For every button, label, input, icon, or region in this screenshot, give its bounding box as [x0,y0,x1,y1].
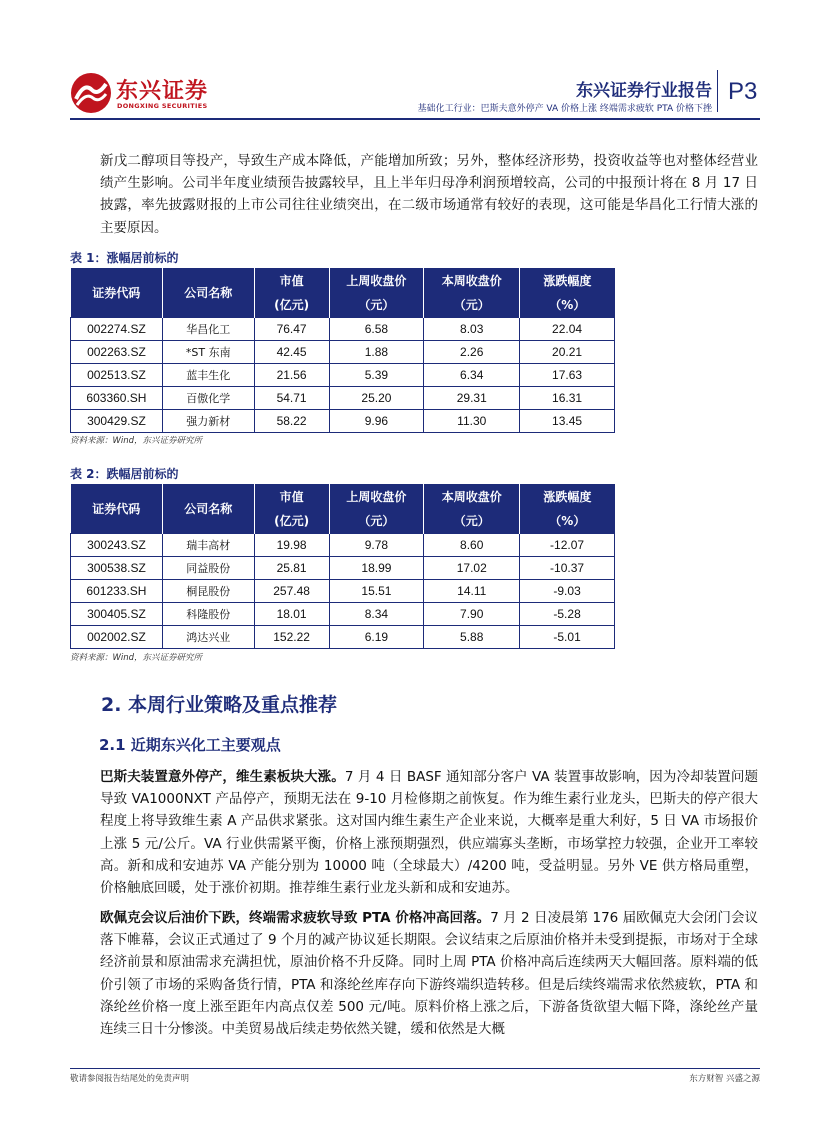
cell-last: 8.34 [329,602,424,625]
footer-disclaimer: 敬请参阅报告结尾处的免责声明 [70,1074,190,1084]
cell-chg: 13.45 [520,409,615,432]
cell-this: 5.88 [424,625,520,648]
col-header-this: 本周收盘价 [424,268,520,293]
cell-last: 9.96 [329,409,424,432]
pta-lead: 欧佩克会议后油价下跌，终端需求疲软导致 PTA 价格冲高回落。 [100,910,491,926]
col-header-name: 公司名称 [162,268,254,317]
col-header-this: 本周收盘价 [424,484,520,509]
page-header [0,0,827,125]
cell-code: 002274.SZ [71,317,163,340]
cell-this: 17.02 [424,556,520,579]
table2-losers [70,484,615,649]
cell-chg: -9.03 [520,579,615,602]
dongxing-logo-icon [70,72,112,114]
col-header-chg-unit: （%） [520,509,615,533]
cell-this: 14.11 [424,579,520,602]
cell-chg: 17.63 [520,363,615,386]
cell-chg: -5.01 [520,625,615,648]
header-rule [70,118,760,120]
section-heading: 2. 本周行业策略及重点推荐 [101,694,338,716]
table-row [71,602,615,625]
cell-last: 1.88 [329,340,424,363]
cell-chg: 16.31 [520,386,615,409]
table-row [71,533,615,556]
cell-this: 8.60 [424,533,520,556]
pta-body: 7 月 2 日凌晨第 176 届欧佩克大会闭门会议落下帷幕，会议正式通过了 9 个月的减产协议延长期限。会议结束之后原油价格并未受到提振，市场对于全球经济前景和原油需求充满担忧，原油价格不升反降。同时上周 PTA 价格冲高后连续两天大幅回落。原料端的低价引领了市场的采购备货行情，PTA 和涤纶丝库存向下游终端织造转移。但是后续终端需求依然疲软，PTA 和涤纶丝价格一度上涨至距年内高点仅差 500 元/吨。原料价格上涨之后，下游备货欲望大幅下降，涤纶丝产量连续三日十分惨淡。中美贸易战后续走势依然关键，缓和依然是大概 [100,910,759,1038]
cell-cap: 152.22 [254,625,329,648]
report-title: 东兴证券行业报告 [576,81,712,101]
table-row [71,579,615,602]
cell-code: 300243.SZ [71,533,163,556]
cell-last: 5.39 [329,363,424,386]
cell-name: 百傲化学 [162,386,254,409]
table-row [71,363,615,386]
cell-name: 瑞丰高材 [162,533,254,556]
company-logo [70,72,240,118]
cell-code: 601233.SH [71,579,163,602]
cell-code: 300405.SZ [71,602,163,625]
cell-chg: -10.37 [520,556,615,579]
vitamin-lead: 巴斯夫装置意外停产，维生素板块大涨。 [100,769,345,785]
col-header-cap-unit: (亿元) [254,293,329,317]
col-header-code: 证券代码 [71,268,163,317]
intro-paragraph: 新戊二醇项目等投产，导致生产成本降低，产能增加所致；另外，整体经济形势，投资收益等也对整体经营业绩产生影响。公司半年度业绩预告披露较早，且上半年归母净利润预增较高，公司的中报预计将在 8 月 17 日披露，率先披露财报的上市公司往往业绩突出，在二级市场通常有较好的表现，这可能是华昌化工行情大涨的主要原因。 [100,153,758,236]
cell-cap: 76.47 [254,317,329,340]
cell-name: 强力新材 [162,409,254,432]
footer-slogan: 东方财智 兴盛之源 [689,1074,760,1084]
col-header-chg: 涨跌幅度 [520,484,615,509]
table2-title: 表 2：跌幅居前标的 [70,467,179,481]
page-number: P3 [728,78,758,105]
cell-code: 300429.SZ [71,409,163,432]
cell-name: 同益股份 [162,556,254,579]
cell-name: 桐昆股份 [162,579,254,602]
cell-cap: 42.45 [254,340,329,363]
cell-cap: 58.22 [254,409,329,432]
cell-cap: 21.56 [254,363,329,386]
table-row [71,556,615,579]
cell-code: 300538.SZ [71,556,163,579]
logo-text-cn: 东兴证券 [116,79,209,104]
cell-cap: 257.48 [254,579,329,602]
report-subtitle: 基础化工行业：巴斯夫意外停产 VA 价格上涨 终端需求疲软 PTA 价格下挫 [417,104,712,114]
cell-name: *ST 东南 [162,340,254,363]
cell-name: 科隆股份 [162,602,254,625]
table-row [71,625,615,648]
cell-this: 6.34 [424,363,520,386]
cell-chg: -5.28 [520,602,615,625]
table-row [71,317,615,340]
cell-last: 6.58 [329,317,424,340]
cell-name: 华昌化工 [162,317,254,340]
col-header-code: 证券代码 [71,484,163,533]
col-header-last: 上周收盘价 [329,484,424,509]
cell-name: 鸿达兴业 [162,625,254,648]
footer-rule [70,1068,760,1069]
col-header-last: 上周收盘价 [329,268,424,293]
cell-cap: 54.71 [254,386,329,409]
cell-cap: 25.81 [254,556,329,579]
cell-last: 25.20 [329,386,424,409]
table-row [71,409,615,432]
cell-this: 29.31 [424,386,520,409]
header-divider [717,70,718,112]
subsection-heading: 2.1 近期东兴化工主要观点 [99,736,281,754]
table-row [71,340,615,363]
table1-source: 资料来源：Wind，东兴证券研究所 [70,436,203,446]
cell-last: 9.78 [329,533,424,556]
pta-paragraph [100,907,758,1040]
col-header-cap: 市值 [254,268,329,293]
vitamin-paragraph [100,766,758,899]
cell-last: 18.99 [329,556,424,579]
col-header-chg: 涨跌幅度 [520,268,615,293]
cell-last: 6.19 [329,625,424,648]
col-header-chg-unit: （%） [520,293,615,317]
logo-text-en: DONGXING SECURITIES [117,102,208,110]
table2-source: 资料来源：Wind，东兴证券研究所 [70,653,203,663]
col-header-cap: 市值 [254,484,329,509]
table1-gainers [70,268,615,433]
cell-this: 8.03 [424,317,520,340]
cell-cap: 18.01 [254,602,329,625]
cell-this: 11.30 [424,409,520,432]
col-header-this-unit: （元） [424,293,520,317]
col-header-last-unit: （元） [329,509,424,533]
col-header-this-unit: （元） [424,509,520,533]
cell-chg: 22.04 [520,317,615,340]
table1-title: 表 1：涨幅居前标的 [70,251,179,265]
cell-this: 7.90 [424,602,520,625]
cell-chg: -12.07 [520,533,615,556]
cell-last: 15.51 [329,579,424,602]
col-header-name: 公司名称 [162,484,254,533]
cell-this: 2.26 [424,340,520,363]
cell-code: 002513.SZ [71,363,163,386]
cell-cap: 19.98 [254,533,329,556]
cell-code: 002002.SZ [71,625,163,648]
col-header-cap-unit: (亿元) [254,509,329,533]
table-row [71,386,615,409]
cell-name: 蓝丰生化 [162,363,254,386]
cell-code: 002263.SZ [71,340,163,363]
col-header-last-unit: （元） [329,293,424,317]
vitamin-body: 7 月 4 日 BASF 通知部分客户 VA 装置事故影响，因为冷却装置问题导致 VA1000NXT 产品停产，预期无法在 9-10 月检修期之前恢复。作为维生素行业龙头，巴斯夫的停产很大程度上将导致维生素 A 产品供求紧张。这对国内维生素生产企业来说，大概率是重大利好，5 日 VA 市场报价上涨 5 元/公斤。VA 行业供需紧平衡，价格上涨预期强烈，供应端寡头垄断，市场掌控力较强，企业开工率较高。新和成和安迪苏 VA 产能分别为 10000 吨（全球最大）/4200 吨，受益明显。另外 VE 供方格局重塑，价格触底回暖，处于涨价初期。推荐维生素行业龙头新和成和安迪苏。 [100,769,759,897]
cell-chg: 20.21 [520,340,615,363]
cell-code: 603360.SH [71,386,163,409]
